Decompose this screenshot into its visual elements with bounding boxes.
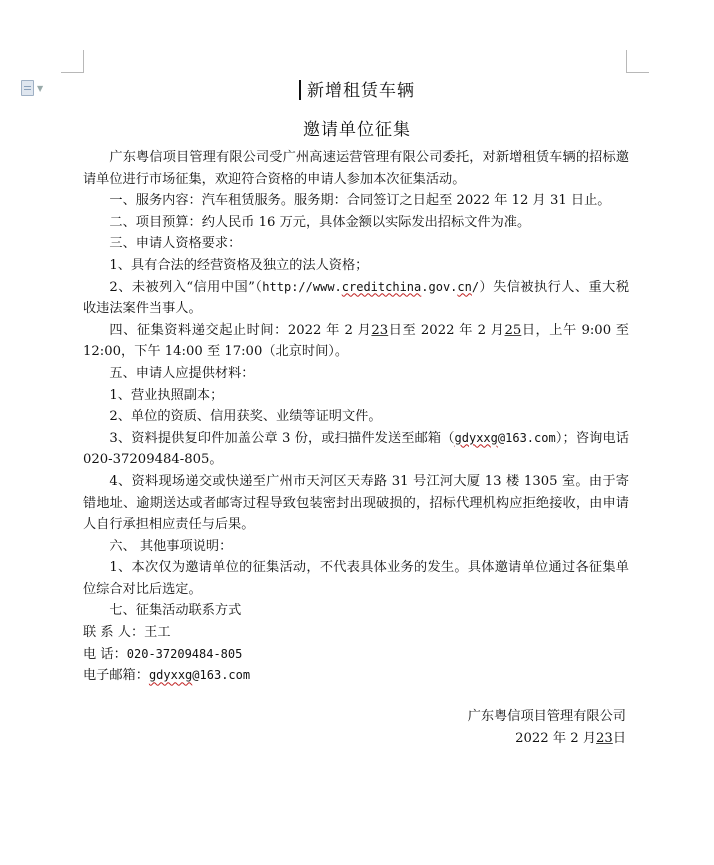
section-5-item-4: 4、资料现场递交或快递至广州市天河区天寿路 31 号江河大厦 13 楼 1305 室。由于寄错地址、逾期送达或者邮寄过程导致包装密封出现破损的，招标代理机构应拒绝接收，由申请人自行承担相应责任与后果。 xyxy=(83,473,629,533)
document-subtitle: 邀请单位征集 xyxy=(303,120,411,140)
document-body xyxy=(83,147,629,687)
url-part-d: cn xyxy=(457,279,472,294)
caret-down-icon: ▼ xyxy=(37,83,44,93)
contact-email xyxy=(83,665,629,687)
section-6-item-1: 1、本次仅为邀请单位的征集活动，不代表具体业务的发生。具体邀请单位通过各征集单位综合对比后选定。 xyxy=(83,560,629,597)
s4-start-day: 23 xyxy=(371,322,389,338)
section-2-budget: 二、项目预算：约人民币 16 万元，具体金额以实际发出招标文件为准。 xyxy=(109,214,531,230)
contact-email-domain: @163.com xyxy=(192,668,251,683)
section-5-item-2: 2、单位的资质、信用获奖、业绩等证明文件。 xyxy=(109,409,382,425)
contact-phone-label: 电 话： xyxy=(83,646,127,662)
s5-3-text-a: 3、资料提供复印件加盖公章 3 份，或扫描件发送至邮箱（ xyxy=(109,430,455,446)
section-4-time xyxy=(83,320,629,363)
contact-person xyxy=(83,622,629,644)
contact-person-label: 联 系 人： xyxy=(83,625,145,641)
section-3-item-2 xyxy=(83,277,629,320)
contact-email-user: gdyxxg xyxy=(148,668,193,683)
section-7-heading: 七、征集活动联系方式 xyxy=(109,603,242,619)
url-part-b: creditchina xyxy=(341,279,422,294)
s4-text-c: 日，上午 9:00 至 12:00，下午 14:00 至 17:00（北京时间）。 xyxy=(83,322,629,360)
signature-date xyxy=(468,728,626,750)
margin-corner-top-left xyxy=(61,50,84,73)
email-domain: @163.com xyxy=(497,430,556,445)
section-5-heading: 五、申请人应提供材料： xyxy=(109,365,255,381)
section-5-item-3 xyxy=(83,428,629,471)
section-1-service: 一、服务内容：汽车租赁服务。服务期：合同签订之日起至 2022 年 12 月 31 日止。 xyxy=(109,193,611,209)
document-title[interactable] xyxy=(0,76,714,101)
signature-block xyxy=(468,706,626,750)
section-3-heading: 三、申请人资格要求： xyxy=(109,236,242,252)
section-6-heading: 六、 其他事项说明： xyxy=(109,538,233,554)
signature-date-a: 2022 年 2 月 xyxy=(515,731,597,746)
url-part-a: http://www. xyxy=(262,279,342,294)
text-cursor xyxy=(299,80,301,100)
signature-date-b: 日 xyxy=(612,731,626,746)
signature-date-day: 23 xyxy=(596,731,613,746)
s3-2-text-b: ）失信被执行人、重大税收违法案件当事人。 xyxy=(83,279,630,317)
s3-2-text-a: 2、未被列入“信用中国”（ xyxy=(109,279,263,295)
section-5-item-1: 1、营业执照副本； xyxy=(109,387,224,403)
url-part-c: .gov. xyxy=(421,279,458,294)
title-text: 新增租赁车辆 xyxy=(307,81,415,101)
contact-phone xyxy=(83,644,629,666)
section-3-item-1: 1、具有合法的经营资格及独立的法人资格； xyxy=(109,257,369,273)
intro-paragraph: 广东粤信项目管理有限公司受广州高速运营管理有限公司委托，对新增租赁车辆的招标邀请单位进行市场征集，欢迎符合资格的申请人参加本次征集活动。 xyxy=(83,150,629,187)
contact-email-label: 电子邮箱： xyxy=(83,668,149,684)
credit-china-url[interactable] xyxy=(262,280,479,294)
contact-phone-value: 020-37209484-805 xyxy=(126,646,243,661)
s5-3-email[interactable] xyxy=(455,431,556,445)
s4-text-b: 日至 2022 年 2 月 xyxy=(388,322,505,338)
url-part-e: / xyxy=(471,279,480,294)
s4-text-a: 四、征集资料递交起止时间：2022 年 2 月 xyxy=(109,322,372,338)
margin-corner-top-right xyxy=(626,50,649,73)
contact-email-value[interactable] xyxy=(149,668,250,682)
signature-company: 广东粤信项目管理有限公司 xyxy=(467,709,626,724)
contact-person-value: 王工 xyxy=(144,625,171,641)
email-user: gdyxxg xyxy=(454,430,498,445)
s4-end-day: 25 xyxy=(504,322,522,338)
s5-3-text-b: ）；咨询电话 020-37209484-805。 xyxy=(83,430,629,468)
